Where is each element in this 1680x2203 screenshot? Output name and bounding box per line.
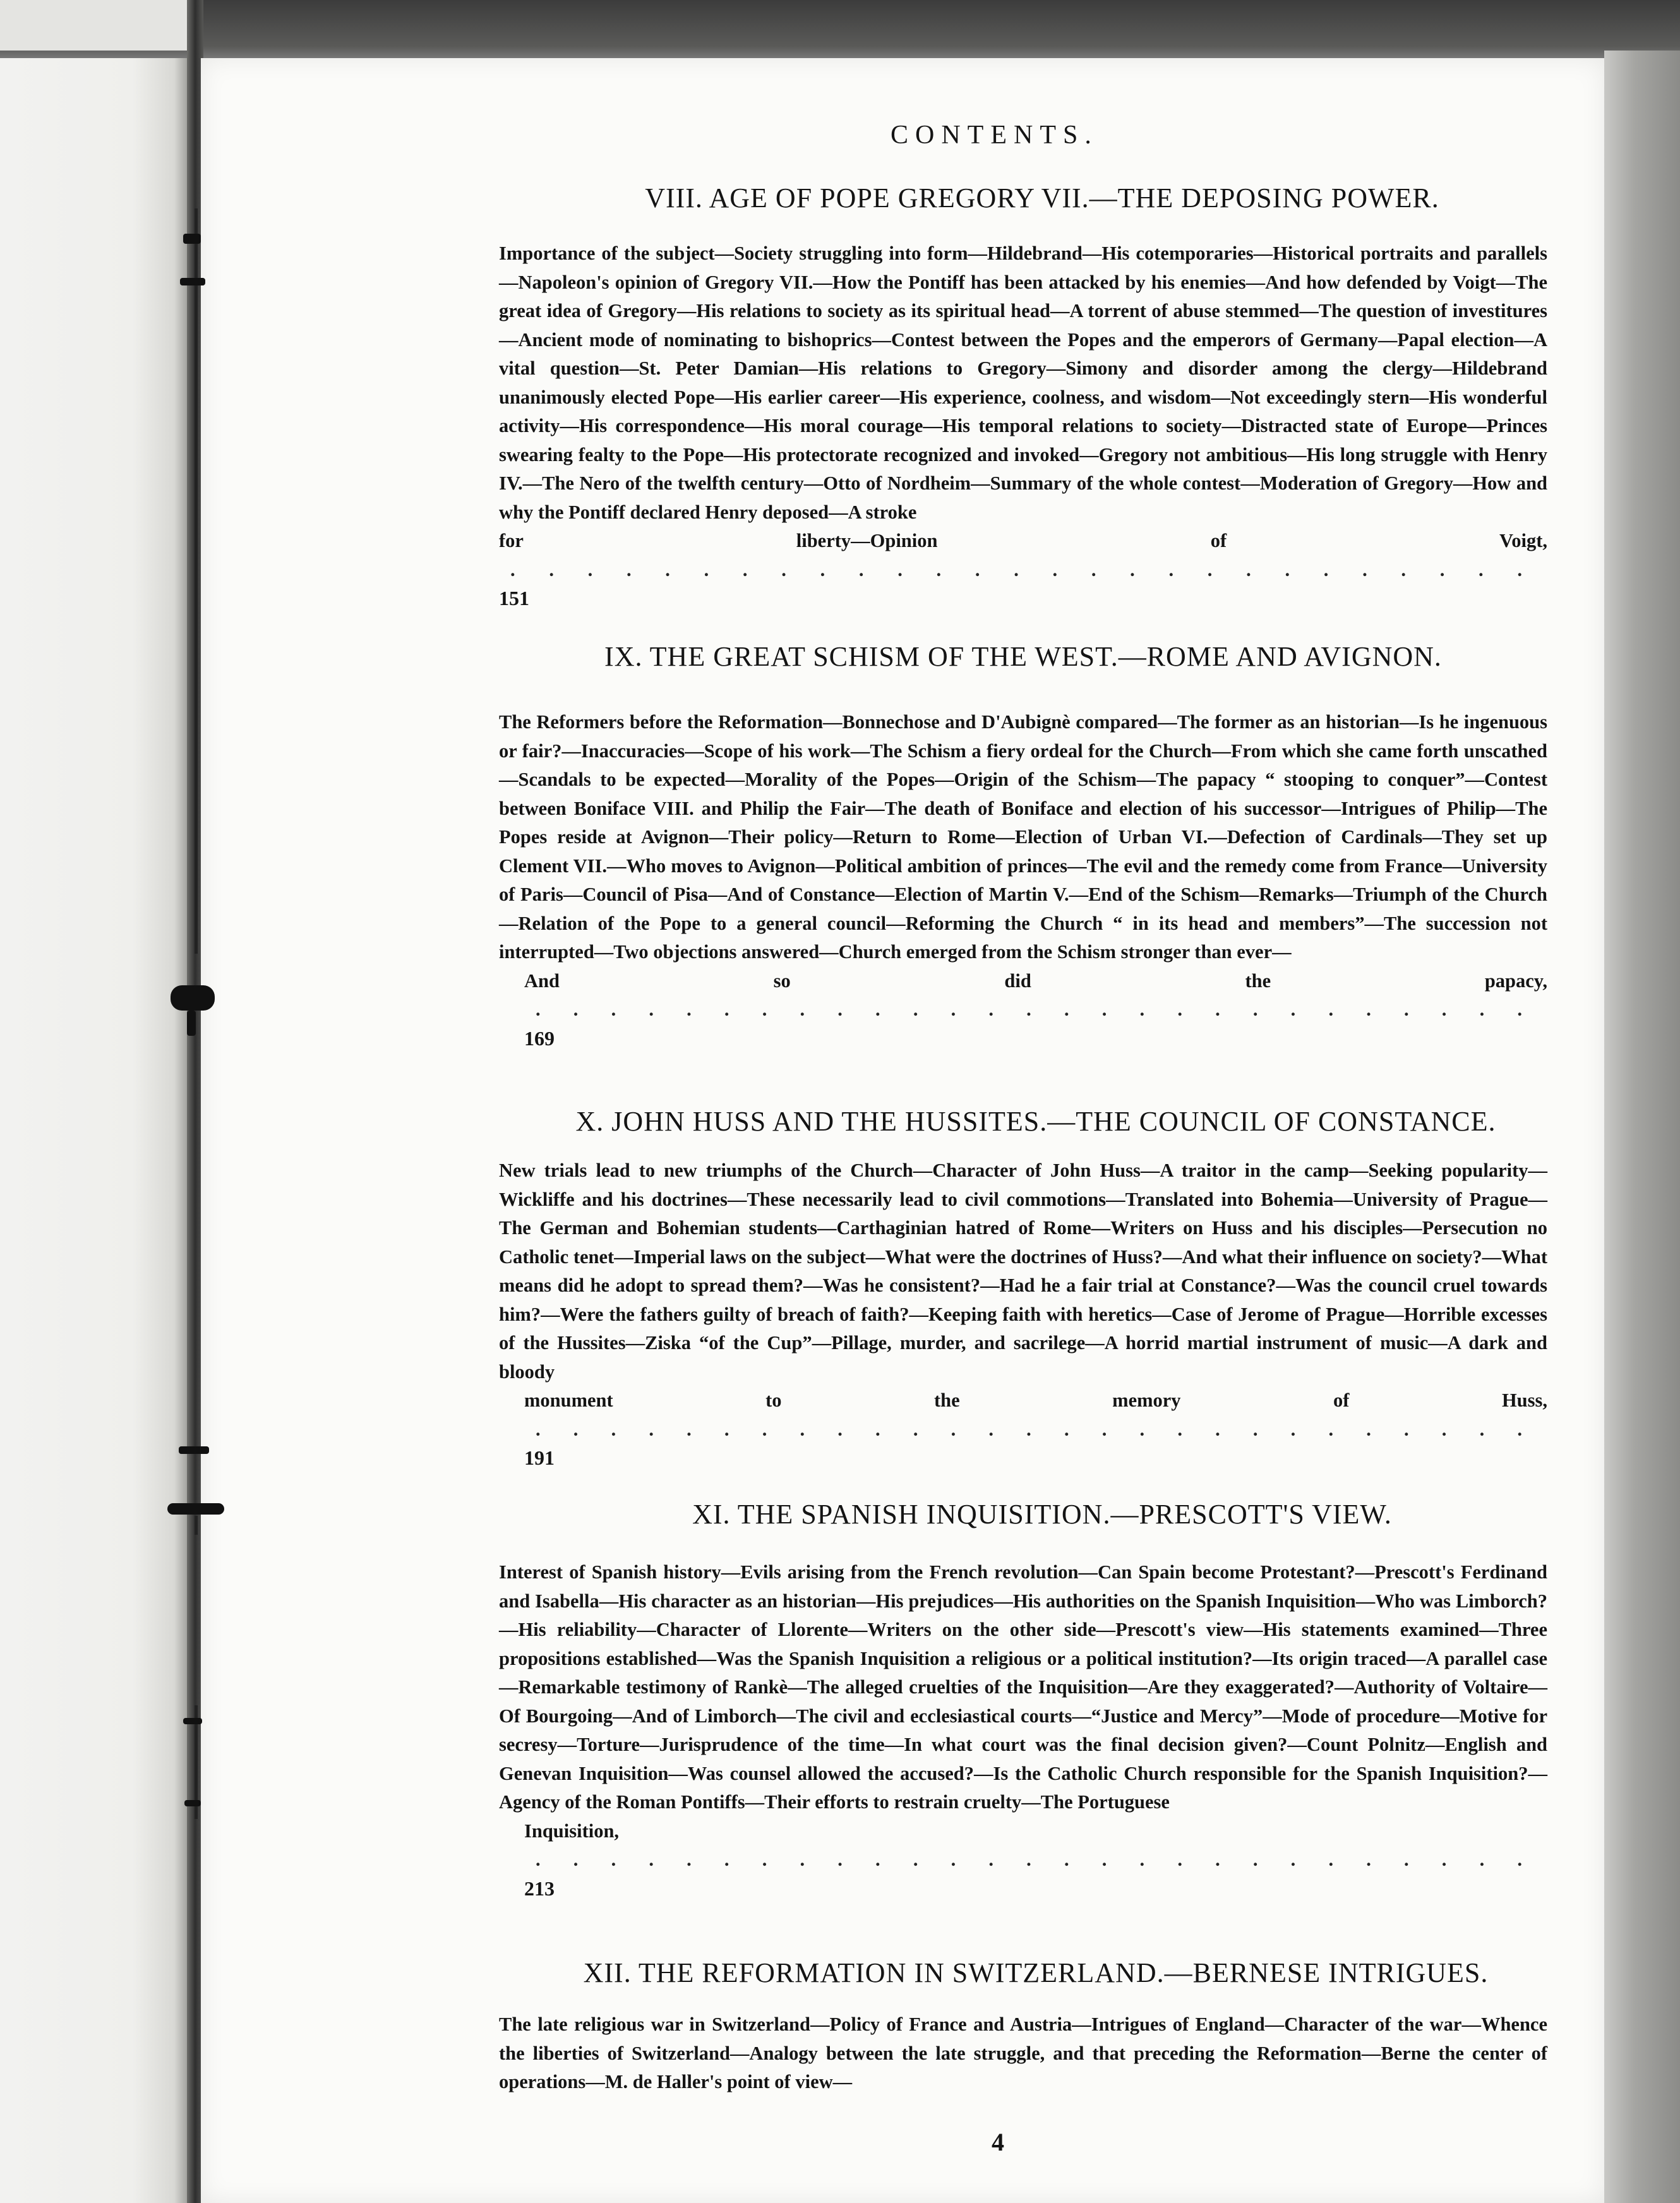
summary-text: Importance of the subject—Society struggling into form—Hildebrand—His cotemporaries—Historical portraits and parallels—Napoleon's opinion of Gregory VII.—How the Pontiff has been attacked by his enemies—And how defended by Voigt—The great idea of Gregory—His relations to society as its spiritual head—A torrent of abuse stemmed—The question of investitures—Ancient mode of nominating to bishoprics—Contest between the Popes and the emperors of Germany—Papal election—A vital question—St. Peter Damian—His relations to Gregory—Simony and disorder among the clergy—Hildebrand unanimously elected Pope—His earlier career—His experience, coolness, and wisdom—Not exceedingly stern—His wonderful activity—His correspondence—His moral courage—His temporal relations to society—Distracted state of Europe—Princes swearing fealty to the Pope—His protectorate recognized and invoked—Gregory not ambitious—His long struggle with Henry IV.—The Nero of the twelfth century—Otto of Nordheim—Summary of the whole contest—Moderation of Gregory—How and why the Pontiff declared Henry deposed—A stroke [499, 243, 1547, 523]
dot-leader: . . . . . . . . . . . . . . . . . . . . . . . . . . . [536, 1849, 1536, 1870]
scan-top-border [0, 0, 1680, 58]
binding-knot [167, 1503, 224, 1515]
section-summary [499, 239, 1547, 527]
page-number: 169 [524, 1026, 555, 1050]
dot-leader: . . . . . . . . . . . . . . . . . . . . . . . . . . . [510, 558, 1536, 580]
section-summary [499, 1156, 1547, 1386]
section-heading: VIII. AGE OF POPE GREGORY VII.—THE DEPOSING POWER. [645, 183, 1439, 213]
summary-last-line: Inquisition, [524, 1820, 620, 1842]
entry-last-line [499, 1817, 1547, 1904]
section-summary [499, 2010, 1547, 2097]
entry-last-line [499, 527, 1547, 614]
binding-stitch [187, 1011, 196, 1036]
scan-right-border [1604, 51, 1680, 2203]
summary-last-line: for liberty—Opinion of Voigt, [499, 530, 1547, 551]
section-heading: X. JOHN HUSS AND THE HUSSITES.—THE COUNCIL OF CONSTANCE. [575, 1106, 1496, 1137]
binding-thread [195, 208, 198, 954]
page-number: 213 [524, 1876, 555, 1900]
summary-text: New trials lead to new triumphs of the Church—Character of John Huss—A traitor in the camp—Seeking popularity—Wickliffe and his doctrines—These necessarily lead to civil commotions—Translated into Bohemia—University of Prague—The German and Bohemian students—Carthaginian hatred of Rome—Writers on Huss and his disciples—Persecution no Catholic tenet—Imperial laws on the subject—What were the doctrines of Huss?—And what their influence on society?—What means did he adopt to spread them?—Was he consistent?—Had he a fair trial at Constance?—Was the council cruel towards him?—Were the fathers guilty of breach of faith?—Keeping faith with heretics—Case of Jerome of Prague—Horrible excesses of the Hussites—Ziska “of the Cup”—Pillage, murder, and sacrilege—A horrid martial instrument of music—A dark and bloody [499, 1160, 1547, 1383]
summary-last-line: And so did the papacy, [524, 969, 1547, 992]
binding-stitch [183, 234, 201, 244]
page-number: 191 [524, 1446, 555, 1469]
binding-stitch [179, 1446, 209, 1454]
entry-last-line [499, 967, 1547, 1054]
section-heading: XI. THE SPANISH INQUISITION.—PRESCOTT'S VIEW. [692, 1499, 1392, 1530]
binding-thread [195, 1516, 198, 1535]
section-heading: IX. THE GREAT SCHISM OF THE WEST.—ROME AND AVIGNON. [604, 641, 1442, 672]
dot-leader: . . . . . . . . . . . . . . . . . . . . . . . . . . . [536, 1418, 1536, 1440]
contents-entry-viii [499, 182, 1547, 614]
summary-text: The Reformers before the Reformation—Bonnechose and D'Aubignè compared—The former as an historian—Is he ingenuous or fair?—Inaccuracies—Scope of his work—The Schism a fiery ordeal for the Church—From which she came forth unscathed—Scandals to be expected—Morality of the Popes—Origin of the Schism—The papacy “ stooping to conquer”—Contest between Boniface VIII. and Philip the Fair—The death of Boniface and election of his successor—Intrigues of Philip—The Popes reside at Avignon—Their policy—Return to Rome—Election of Urban VI.—Defection of Cardinals—They set up Clement VII.—Who moves to Avignon—Political ambition of princes—The evil and the remedy come from France—University of Paris—Council of Pisa—And of Constance—Election of Martin V.—End of the Schism—Remarks—Triumph of the Church—Relation of the Pope to a general council—Reforming the Church “ in its head and members”—The succession not interrupted—Two objections answered—Church emerged from the Schism stronger than ever— [499, 711, 1547, 963]
binding-stitch [183, 1718, 202, 1724]
section-summary [499, 1558, 1547, 1817]
facing-page-top [0, 0, 189, 51]
contents-entry-xii [499, 1957, 1547, 2097]
section-summary [499, 708, 1547, 967]
contents-entry-xi [499, 1498, 1547, 1904]
entry-last-line [499, 1386, 1547, 1474]
summary-last-line: monument to the memory of Huss, [524, 1390, 1547, 1411]
contents-entry-ix [499, 640, 1547, 1053]
page-number: 151 [499, 587, 529, 609]
page-folio: 4 [992, 2128, 1004, 2156]
binding-knot [171, 985, 215, 1011]
contents-entry-x [499, 1105, 1547, 1474]
summary-text: Interest of Spanish history—Evils arising from the French revolution—Can Spain become Protestant?—Prescott's Ferdinand and Isabella—His character as an historian—His prejudices—His authorities on the Spanish Inquisition—Who was Limborch?—His reliability—Character of Llorente—Writers on the other side—Prescott's view—His statements examined—Three propositions established—Was the Spanish Inquisition a religious or a political institution?—Its origin traced—A parallel case—Remarkable testimony of Rankè—The alleged cruelties of the Inquisition—Are they exaggerated?—Authority of Voltaire—Of Bourgoing—And of Limborch—The civil and ecclesiastical courts—“Justice and Mercy”—Mode of procedure—Motive for secresy—Torture—Jurisprudence of the time—In what court was the final decision given?—Count Polnitz—English and Genevan Inquisition—Was counsel allowed the accused?—Is the Catholic Church responsible for the Spanish Inquisition?—Agency of the Roman Pontiffs—Their efforts to restrain cruelty—The Portuguese [499, 1561, 1547, 1813]
binding-stitch [180, 278, 205, 285]
dot-leader: . . . . . . . . . . . . . . . . . . . . . . . . . . . [536, 999, 1536, 1020]
facing-page-edge [0, 0, 189, 2203]
binding-stitch [184, 1800, 201, 1806]
summary-text: The late religious war in Switzerland—Policy of France and Austria—Intrigues of England—Character of the war—Whence the liberties of Switzerland—Analogy between the late struggle, and that preceding the Reformation—Berne the center of operations—M. de Haller's point of view— [499, 2014, 1547, 2092]
running-head: CONTENTS. [891, 121, 1098, 150]
section-heading: XII. THE REFORMATION IN SWITZERLAND.—BERNESE INTRIGUES. [583, 1957, 1489, 1988]
